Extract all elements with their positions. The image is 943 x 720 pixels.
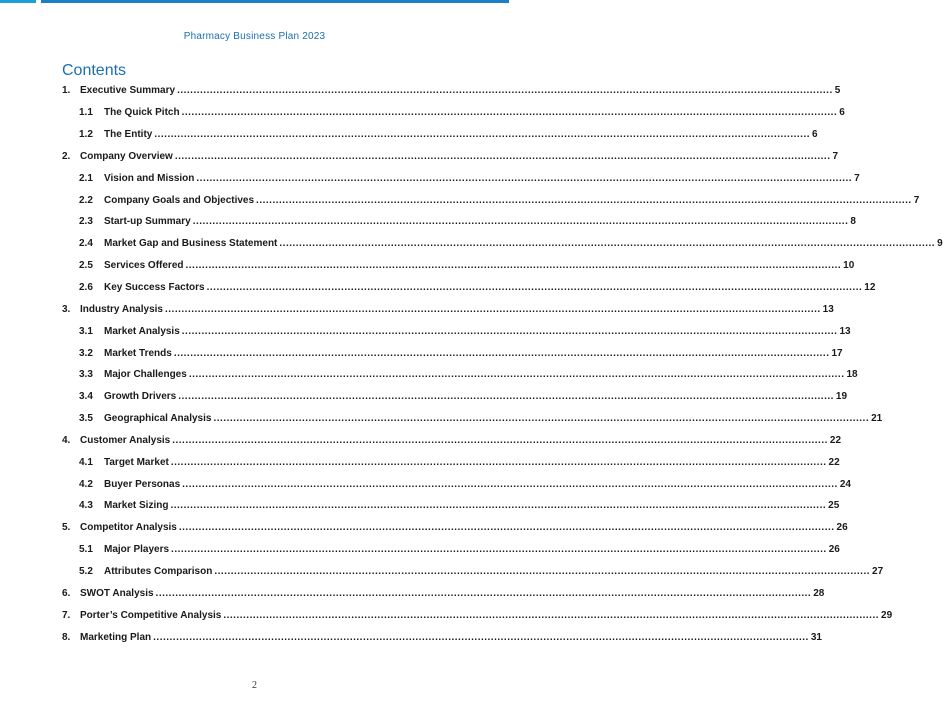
toc-entry[interactable] bbox=[62, 320, 851, 342]
toc-entry-title: Company Goals and Objectives bbox=[104, 194, 255, 206]
toc-entry-title: Market Gap and Business Statement bbox=[104, 238, 278, 250]
toc-entry[interactable] bbox=[62, 517, 848, 539]
toc-entry-page: 18 bbox=[846, 369, 858, 381]
toc-entry[interactable] bbox=[62, 495, 840, 517]
toc-entry[interactable] bbox=[62, 80, 841, 102]
toc-dot-leader: ........................................................................................................................................................................................................ bbox=[181, 107, 838, 119]
toc-entry[interactable] bbox=[62, 561, 884, 583]
toc-entry-title: Vision and Mission bbox=[104, 172, 195, 184]
toc-dot-leader: ........................................................................................................................................................................................................ bbox=[279, 238, 936, 250]
toc-dot-leader: ........................................................................................................................................................................................................ bbox=[206, 282, 863, 294]
toc-entry[interactable] bbox=[62, 386, 848, 408]
toc-entry-page: 6 bbox=[839, 107, 845, 119]
toc-entry-title: Geographical Analysis bbox=[104, 413, 212, 425]
toc-entry-title: Start-up Summary bbox=[104, 216, 191, 228]
toc-entry-page: 9 bbox=[937, 238, 943, 250]
toc-dot-leader: ........................................................................................................................................................................................................ bbox=[171, 544, 827, 556]
header-accent-bar-right bbox=[41, 0, 509, 3]
toc-entry-title: Target Market bbox=[104, 456, 169, 468]
toc-entry[interactable] bbox=[62, 211, 856, 233]
toc-entry-number: 1. bbox=[62, 85, 71, 97]
toc-dot-leader: ........................................................................................................................................................................................................ bbox=[196, 172, 853, 184]
toc-entry-page: 7 bbox=[913, 194, 920, 206]
toc-entry-title: Porter’s Competitive Analysis bbox=[80, 609, 222, 621]
toc-entry-title: Key Success Factors bbox=[104, 282, 205, 294]
toc-entry-number: 4. bbox=[62, 434, 71, 446]
toc-entry-page: 6 bbox=[812, 129, 818, 141]
toc-entry-page: 7 bbox=[832, 150, 839, 162]
toc-entry-number: 8. bbox=[62, 631, 71, 643]
toc-entry-number: 2.4 bbox=[79, 238, 93, 250]
toc-entry[interactable] bbox=[62, 233, 943, 255]
toc-entry-page: 13 bbox=[839, 325, 851, 337]
toc-entry-page: 17 bbox=[831, 347, 843, 359]
toc-entry[interactable] bbox=[62, 539, 840, 561]
toc-entry-title: Major Challenges bbox=[104, 369, 187, 381]
toc-dot-leader: ........................................................................................................................................................................................................ bbox=[192, 216, 849, 228]
toc-entry-title: Buyer Personas bbox=[104, 478, 181, 490]
toc-entry-number: 2.6 bbox=[79, 282, 93, 294]
toc-entry-number: 3.2 bbox=[79, 347, 93, 359]
toc-entry-title: Industry Analysis bbox=[80, 303, 163, 315]
toc-entry-page: 26 bbox=[828, 544, 840, 556]
toc-entry-number: 3.3 bbox=[79, 369, 93, 381]
toc-entry-number: 1.2 bbox=[79, 129, 93, 141]
header-accent-bar-left bbox=[0, 0, 36, 3]
toc-entry-page: 10 bbox=[843, 260, 855, 272]
toc-entry-title: Services Offered bbox=[104, 260, 184, 272]
toc-entry-page: 21 bbox=[871, 413, 883, 425]
toc-entry-page: 24 bbox=[839, 478, 851, 490]
toc-entry-number: 3.4 bbox=[79, 391, 93, 403]
toc-dot-leader: ........................................................................................................................................................................................................ bbox=[173, 347, 830, 359]
toc-dot-leader: ........................................................................................................................................................................................................ bbox=[223, 609, 880, 621]
toc-dot-leader: ........................................................................................................................................................................................................ bbox=[170, 500, 827, 512]
toc-entry-number: 2.5 bbox=[79, 260, 93, 272]
toc-entry-title: SWOT Analysis bbox=[80, 587, 154, 599]
toc-dot-leader: ........................................................................................................................................................................................................ bbox=[256, 194, 912, 206]
toc-entry-title: Growth Drivers bbox=[104, 391, 177, 403]
toc-entry-page: 26 bbox=[836, 522, 848, 534]
toc-entry-page: 25 bbox=[828, 500, 840, 512]
toc-entry-number: 2. bbox=[62, 150, 71, 162]
toc-entry-number: 4.3 bbox=[79, 500, 93, 512]
toc-entry-number: 5.1 bbox=[79, 544, 93, 556]
toc-entry-title: Market Analysis bbox=[104, 325, 180, 337]
toc-entry-title: Company Overview bbox=[80, 150, 173, 162]
toc-entry-number: 6. bbox=[62, 587, 71, 599]
toc-entry[interactable] bbox=[62, 451, 840, 473]
toc-entry[interactable] bbox=[62, 167, 860, 189]
toc-entry-number: 2.3 bbox=[79, 216, 93, 228]
toc-dot-leader: ........................................................................................................................................................................................................ bbox=[214, 565, 871, 577]
toc-entry-page: 29 bbox=[881, 609, 893, 621]
toc-entry-page: 31 bbox=[810, 631, 822, 643]
toc-dot-leader: ........................................................................................................................................................................................................ bbox=[154, 129, 811, 141]
toc-entry-page: 22 bbox=[828, 456, 840, 468]
toc-dot-leader: ........................................................................................................................................................................................................ bbox=[185, 260, 842, 272]
toc-dot-leader: ........................................................................................................................................................................................................ bbox=[213, 413, 870, 425]
toc-entry-page: 13 bbox=[822, 303, 834, 315]
toc-dot-leader: ........................................................................................................................................................................................................ bbox=[165, 303, 821, 315]
toc-entry[interactable] bbox=[62, 626, 822, 648]
toc-entry-page: 19 bbox=[835, 391, 848, 403]
toc-entry[interactable] bbox=[62, 364, 858, 386]
toc-entry[interactable] bbox=[62, 255, 855, 277]
toc-entry[interactable] bbox=[62, 604, 893, 626]
toc-entry-title: Market Trends bbox=[104, 347, 172, 359]
toc-entry[interactable] bbox=[62, 408, 883, 430]
toc-entry-title: Customer Analysis bbox=[80, 434, 171, 446]
toc-entry-title: Marketing Plan bbox=[80, 631, 152, 643]
toc-entry-page: 7 bbox=[854, 172, 860, 184]
toc-entry-page: 8 bbox=[850, 216, 856, 228]
toc-entry[interactable] bbox=[62, 277, 876, 299]
toc-dot-leader: ........................................................................................................................................................................................................ bbox=[178, 522, 835, 534]
toc-entry-number: 3.5 bbox=[79, 413, 93, 425]
toc-entry-number: 4.2 bbox=[79, 478, 93, 490]
toc-entry[interactable] bbox=[62, 146, 839, 168]
toc-entry[interactable] bbox=[62, 473, 851, 495]
toc-dot-leader: ........................................................................................................................................................................................................ bbox=[153, 631, 809, 643]
toc-entry-number: 4.1 bbox=[79, 456, 93, 468]
toc-entry-title: Major Players bbox=[104, 544, 170, 556]
toc-entry-number: 2.1 bbox=[79, 172, 93, 184]
toc-entry-number: 5.2 bbox=[79, 565, 93, 577]
toc-entry-title: Market Sizing bbox=[104, 500, 169, 512]
toc-entry-title: Attributes Comparison bbox=[104, 565, 213, 577]
toc-entry[interactable] bbox=[62, 430, 842, 452]
toc-entry-title: The Quick Pitch bbox=[104, 107, 180, 119]
toc-entry-number: 2.2 bbox=[79, 194, 93, 206]
page-number: 2 bbox=[252, 680, 257, 691]
document-header-title: Pharmacy Business Plan 2023 bbox=[183, 31, 326, 42]
toc-entry-number: 7. bbox=[62, 609, 71, 621]
toc-entry-page: 5 bbox=[834, 85, 841, 97]
toc-entry-number: 1.1 bbox=[79, 107, 93, 119]
toc-entry[interactable] bbox=[62, 342, 843, 364]
toc-entry-page: 27 bbox=[872, 565, 884, 577]
toc-dot-leader: ........................................................................................................................................................................................................ bbox=[182, 478, 838, 490]
toc-entry-title: Executive Summary bbox=[80, 85, 176, 97]
toc-entry-number: 3.1 bbox=[79, 325, 93, 337]
toc-entry[interactable] bbox=[62, 189, 920, 211]
toc-entry[interactable] bbox=[62, 102, 845, 124]
toc-entry-number: 3. bbox=[62, 303, 71, 315]
toc-dot-leader: ........................................................................................................................................................................................................ bbox=[181, 325, 838, 337]
table-of-contents bbox=[62, 80, 943, 648]
toc-entry[interactable] bbox=[62, 582, 825, 604]
toc-entry-number: 5. bbox=[62, 522, 71, 534]
toc-dot-leader: ........................................................................................................................................................................................................ bbox=[177, 85, 833, 97]
toc-dot-leader: ........................................................................................................................................................................................................ bbox=[188, 369, 845, 381]
toc-dot-leader: ........................................................................................................................................................................................................ bbox=[170, 456, 827, 468]
toc-entry[interactable] bbox=[62, 124, 818, 146]
toc-dot-leader: ........................................................................................................................................................................................................ bbox=[155, 587, 812, 599]
toc-dot-leader: ........................................................................................................................................................................................................ bbox=[174, 150, 831, 162]
toc-entry-title: The Entity bbox=[104, 129, 153, 141]
toc-entry-page: 22 bbox=[829, 434, 842, 446]
toc-dot-leader: ........................................................................................................................................................................................................ bbox=[178, 391, 834, 403]
contents-heading: Contents bbox=[62, 62, 127, 79]
toc-entry-page: 28 bbox=[813, 587, 825, 599]
toc-entry-title: Competitor Analysis bbox=[80, 522, 177, 534]
toc-entry[interactable] bbox=[62, 298, 834, 320]
toc-entry-page: 12 bbox=[864, 282, 876, 294]
toc-dot-leader: ........................................................................................................................................................................................................ bbox=[172, 434, 828, 446]
